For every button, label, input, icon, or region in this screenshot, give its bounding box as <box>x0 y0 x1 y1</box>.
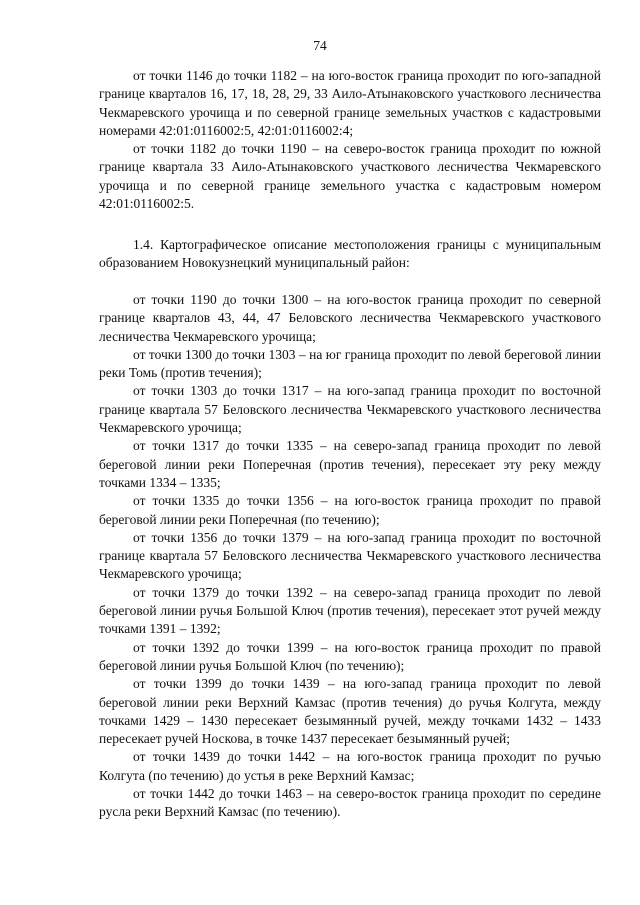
paragraph: от точки 1399 до точки 1439 – на юго-запад граница проходит по левой береговой линии реки Верхний Камзас (против течения) до ручья Колгута, между точками 1429 – 1430 пересекает безымянный ручей, между точками 1432 – 1433 пересекает ручей Носкова, в точке 1437 пересекает безымянный ручей; <box>99 676 601 747</box>
paragraph: от точки 1317 до точки 1335 – на северо-запад граница проходит по левой береговой линии реки Поперечная (против течения), пересекает эту реку между точками 1334 – 1335; <box>99 438 601 490</box>
section-heading: 1.4. Картографическое описание местоположения границы с муниципальным образованием Новокузнецкий муниципальный район: <box>99 237 601 271</box>
paragraph: от точки 1182 до точки 1190 – на северо-восток граница проходит по южной границе квартала 33 Аило-Атынаковского участкового лесничества Чекмаревского урочища и по северной границе земельного участка с кадастровым номером 42:01:0116002:5. <box>99 141 601 212</box>
paragraph: от точки 1356 до точки 1379 – на юго-запад граница проходит по восточной границе квартала 57 Беловского лесничества Чекмаревского участкового лесничества Чекмаревского урочища; <box>99 529 601 582</box>
continued-section <box>99 67 601 213</box>
paragraph: от точки 1300 до точки 1303 – на юг граница проходит по левой береговой линии реки Томь (против течения); <box>99 346 601 381</box>
paragraph: от точки 1190 до точки 1300 – на юго-восток граница проходит по северной границе кварталов 43, 44, 47 Беловского лесничества Чекмаревского участкового лесничества Чекмаревского урочища; <box>99 292 601 344</box>
section-1-4-body <box>99 291 601 822</box>
paragraph: от точки 1442 до точки 1463 – на северо-восток граница проходит по середине русла реки Верхний Камзас (по течению). <box>99 786 601 820</box>
paragraph: от точки 1379 до точки 1392 – на северо-запад граница проходит по левой береговой линии ручья Большой Ключ (против течения), пересекает этот ручей между точками 1391 – 1392; <box>99 584 601 637</box>
page-number: 74 <box>313 38 327 53</box>
paragraph: от точки 1146 до точки 1182 – на юго-восток граница проходит по юго-западной границе кварталов 16, 17, 18, 28, 29, 33 Аило-Атынаковского участкового лесничества Чекмаревского урочища и по северной границе земельных участков с кадастровыми номерами 42:01:0116002:5, 42:01:0116002:4; <box>99 68 601 138</box>
paragraph: от точки 1303 до точки 1317 – на юго-запад граница проходит по восточной границе квартала 57 Беловского лесничества Чекмаревского участкового лесничества Чекмаревского урочища; <box>99 383 601 436</box>
paragraph: от точки 1439 до точки 1442 – на юго-восток граница проходит по ручью Колгута (по течению) до устья в реке Верхний Камзас; <box>99 749 601 783</box>
section-heading-block <box>99 236 601 273</box>
paragraph: от точки 1392 до точки 1399 – на юго-восток граница проходит по правой береговой линии ручья Большой Ключ (по течению); <box>99 639 601 673</box>
paragraph: от точки 1335 до точки 1356 – на юго-восток граница проходит по правой береговой линии реки Поперечная (по течению); <box>99 493 601 527</box>
